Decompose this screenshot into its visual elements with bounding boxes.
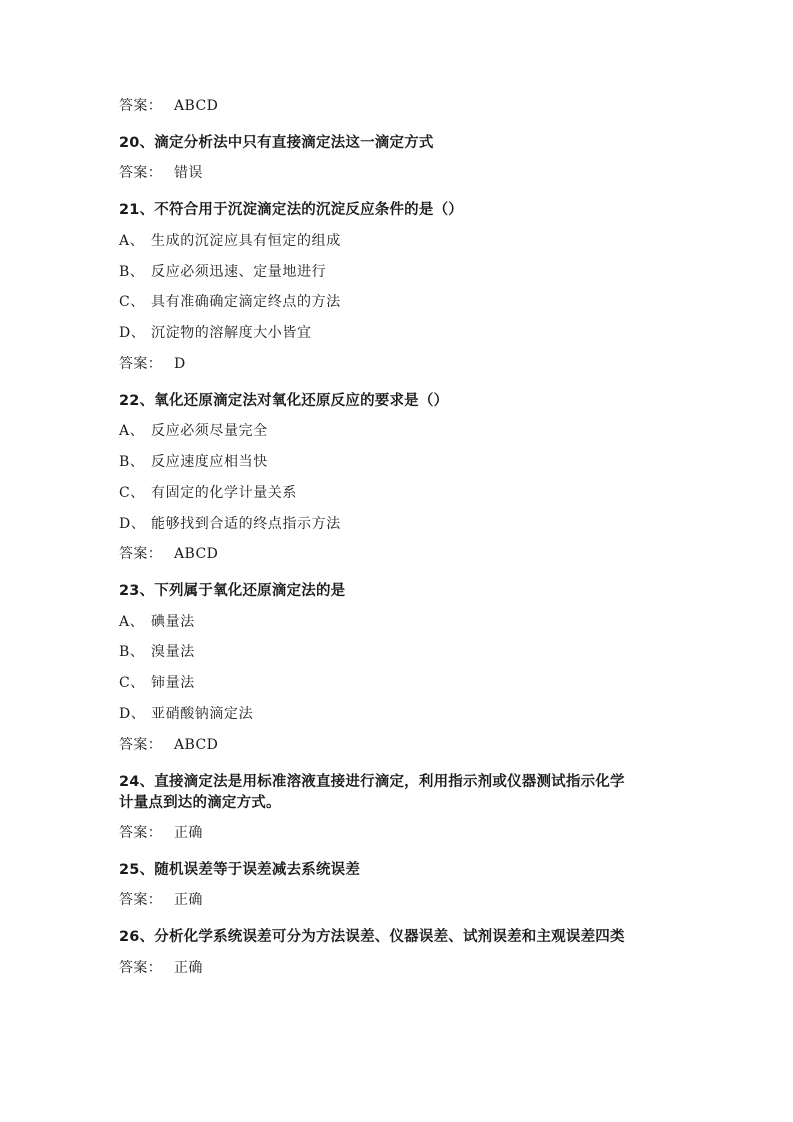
answer-value: 错误 — [174, 165, 203, 181]
option-text: 铈量法 — [151, 675, 195, 691]
option-letter: A、 — [119, 614, 145, 630]
option-letter: D、 — [119, 706, 146, 722]
question-20: 20、滴定分析法中只有直接滴定法这一滴定方式 — [119, 135, 434, 151]
question-21: 21、不符合用于沉淀滴定法的沉淀反应条件的是（） — [119, 202, 463, 218]
option-b — [119, 642, 195, 662]
option-c — [119, 673, 195, 693]
answer-label: 答案： — [119, 165, 163, 181]
option-d — [119, 323, 312, 343]
option-letter: A、 — [119, 423, 145, 439]
answer-label: 答案： — [119, 825, 163, 841]
option-text: 反应必须尽量完全 — [151, 423, 268, 439]
option-b — [119, 452, 268, 472]
answer-value: ABCD — [174, 98, 219, 114]
option-d — [119, 514, 341, 534]
answer-line — [119, 823, 203, 843]
option-letter: B、 — [119, 644, 145, 660]
option-text: 反应速度应相当快 — [151, 454, 268, 470]
option-text: 反应必须迅速、定量地进行 — [151, 264, 327, 280]
option-text: 溴量法 — [151, 644, 195, 660]
option-a — [119, 231, 341, 251]
question-22: 22、氧化还原滴定法对氧化还原反应的要求是（） — [119, 393, 449, 409]
answer-label: 答案： — [119, 546, 163, 562]
answer-value: 正确 — [174, 892, 203, 908]
option-letter: C、 — [119, 675, 145, 691]
answer-value: 正确 — [174, 960, 203, 976]
option-d — [119, 704, 253, 724]
option-letter: D、 — [119, 516, 146, 532]
option-c — [119, 483, 297, 503]
answer-line — [119, 544, 218, 564]
question-24-line-2: 计量点到达的滴定方式。 — [119, 795, 281, 811]
option-letter: B、 — [119, 454, 145, 470]
answer-line — [119, 354, 186, 374]
option-letter: B、 — [119, 264, 145, 280]
answer-value: 正确 — [174, 825, 203, 841]
question-26: 26、分析化学系统误差可分为方法误差、仪器误差、试剂误差和主观误差四类 — [119, 929, 625, 945]
answer-label: 答案： — [119, 960, 163, 976]
answer-label: 答案： — [119, 892, 163, 908]
question-23: 23、下列属于氧化还原滴定法的是 — [119, 583, 346, 599]
answer-label: 答案： — [119, 356, 163, 372]
option-text: 具有准确确定滴定终点的方法 — [151, 294, 341, 310]
option-text: 有固定的化学计量关系 — [151, 485, 297, 501]
answer-value: D — [174, 356, 186, 372]
answer-line — [119, 958, 203, 978]
question-24-line-1: 24、直接滴定法是用标准溶液直接进行滴定，利用指示剂或仪器测试指示化学 — [119, 774, 625, 790]
answer-line — [119, 735, 218, 755]
answer-value: ABCD — [174, 737, 219, 753]
option-letter: D、 — [119, 325, 146, 341]
option-letter: C、 — [119, 485, 145, 501]
option-a — [119, 421, 268, 441]
option-letter: A、 — [119, 233, 145, 249]
answer-line — [119, 96, 218, 116]
answer-label: 答案： — [119, 98, 163, 114]
option-text: 能够找到合适的终点指示方法 — [151, 516, 341, 532]
answer-line — [119, 163, 203, 183]
option-text: 沉淀物的溶解度大小皆宜 — [151, 325, 312, 341]
option-b — [119, 262, 326, 282]
option-text: 生成的沉淀应具有恒定的组成 — [151, 233, 341, 249]
answer-label: 答案： — [119, 737, 163, 753]
option-a — [119, 612, 195, 632]
answer-value: ABCD — [174, 546, 219, 562]
answer-line — [119, 890, 203, 910]
option-c — [119, 292, 341, 312]
option-letter: C、 — [119, 294, 145, 310]
option-text: 碘量法 — [151, 614, 195, 630]
question-25: 25、随机误差等于误差减去系统误差 — [119, 862, 361, 878]
option-text: 亚硝酸钠滴定法 — [151, 706, 254, 722]
